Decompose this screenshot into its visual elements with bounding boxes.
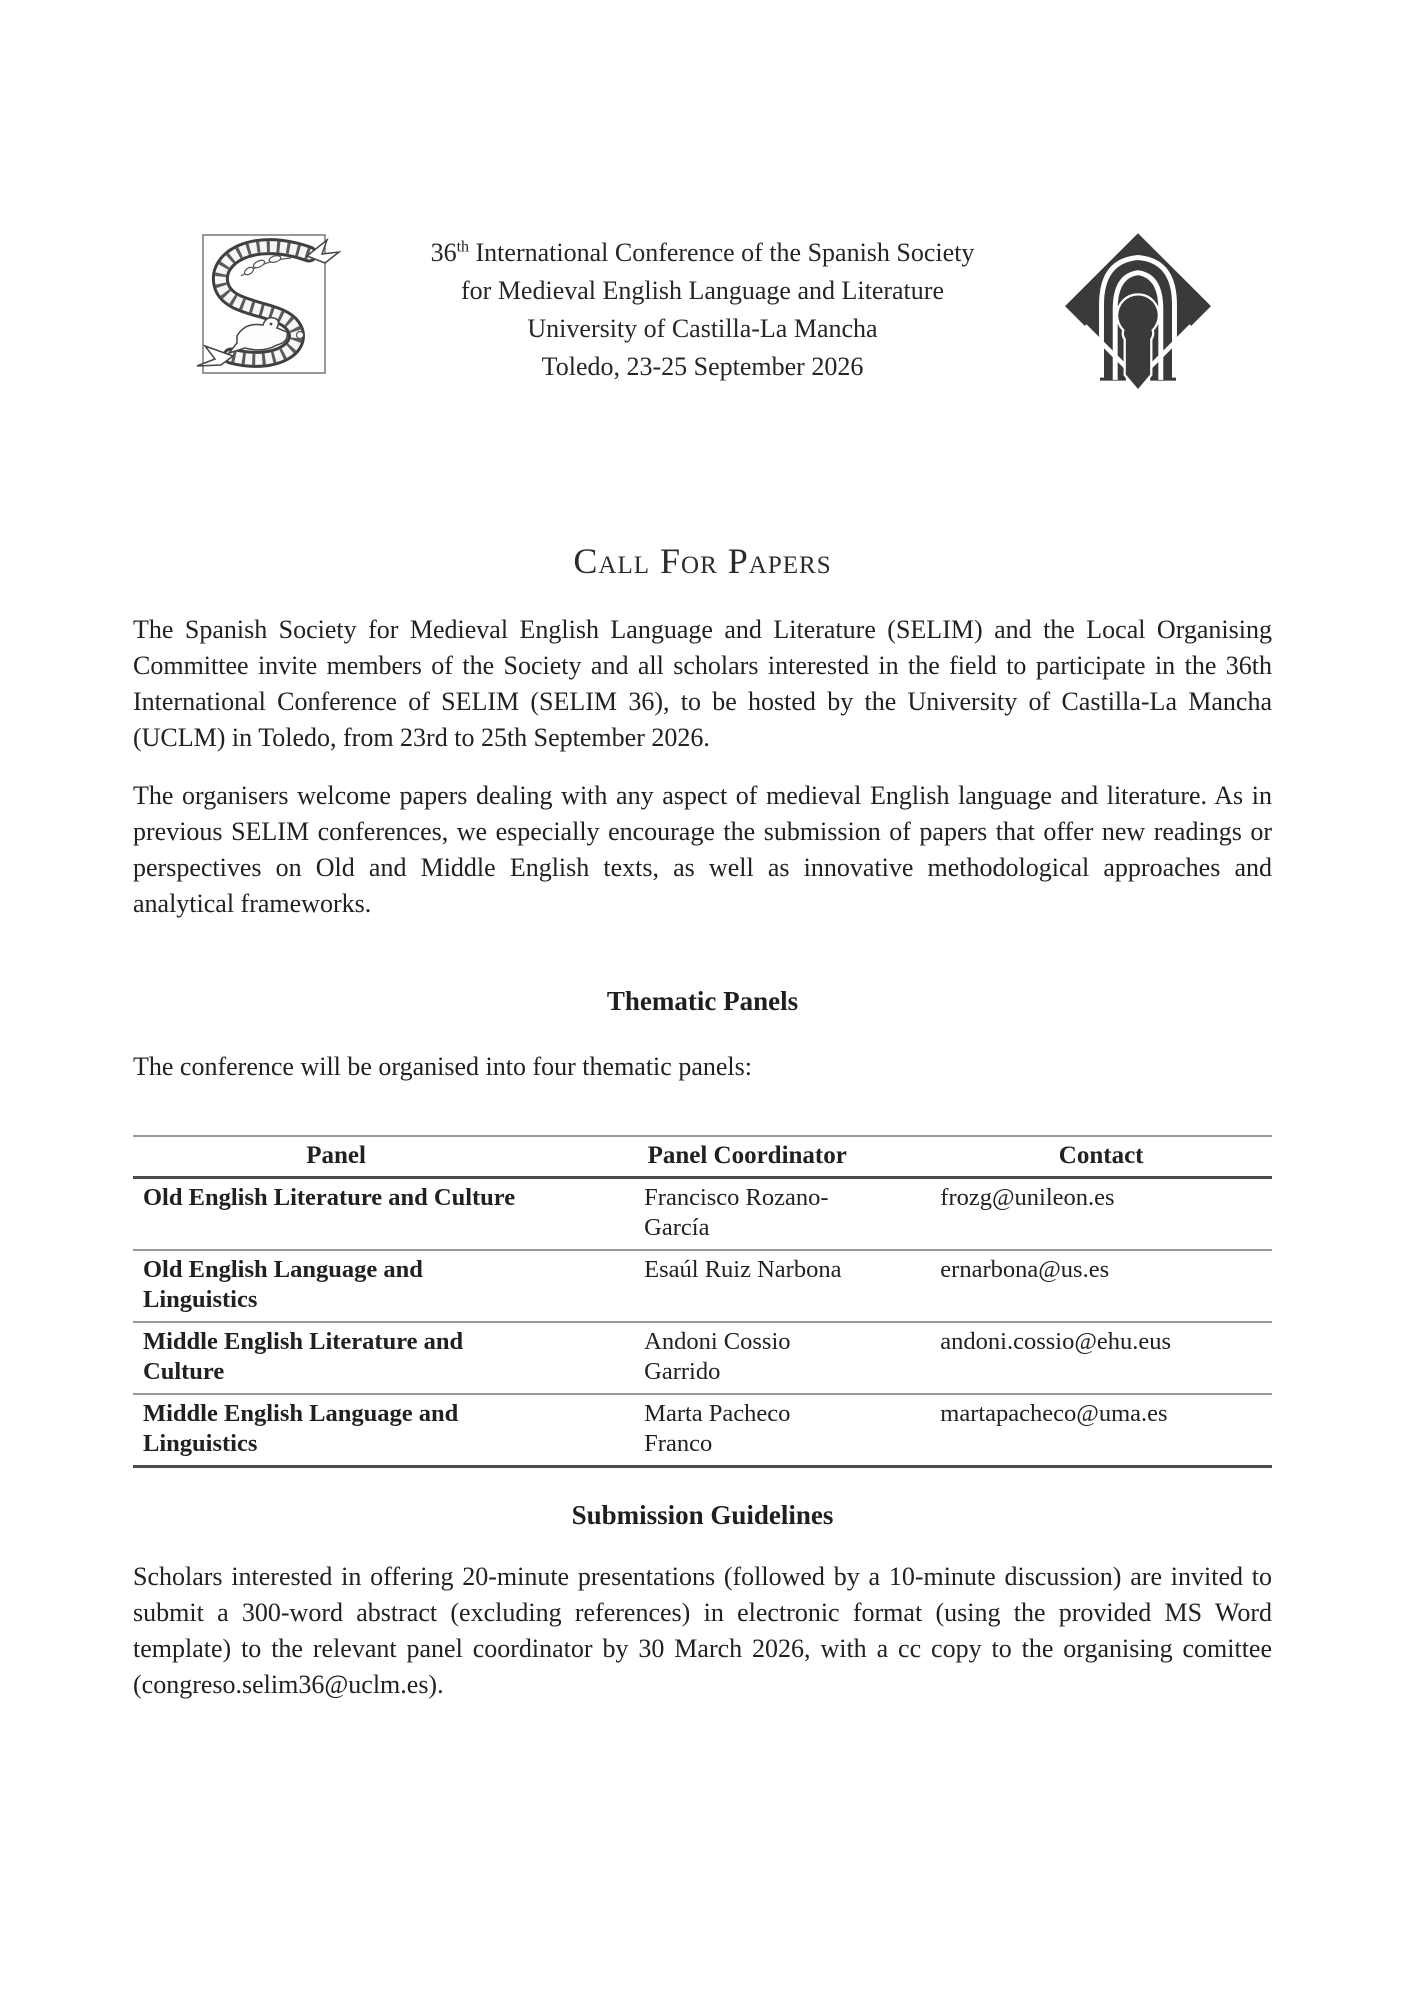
header-line-1-text: International Conference of the Spanish Society xyxy=(469,238,975,267)
table-row xyxy=(133,1394,1272,1467)
panel-cell: Middle English Language and Linguistics xyxy=(143,1400,459,1457)
panel-cell: Old English Literature and Culture xyxy=(143,1184,516,1211)
thematic-panels-heading: Thematic Panels xyxy=(606,986,799,1016)
page-title: Call For Papers xyxy=(573,541,832,581)
table-header-row xyxy=(133,1136,1272,1178)
table-row xyxy=(133,1322,1272,1394)
paragraph-submission: Scholars interested in offering 20-minute presentations (followed by a 10-minute discussion) are invited to submit a 300-word abstract (excluding references) in electronic format (using the provided MS Word template) to the relevant panel coordinator by 30 March 2026, with a cc copy to the organising comittee (congreso.selim36@uclm.es). xyxy=(133,1562,1272,1699)
header-line-2: for Medieval English Language and Literature xyxy=(461,276,944,305)
coordinator-cell: Marta Pacheco Franco xyxy=(644,1400,791,1457)
coordinator-cell: Andoni Cossio Garrido xyxy=(644,1328,791,1385)
table-row xyxy=(133,1250,1272,1322)
panels-table xyxy=(133,1135,1272,1468)
panel-cell: Old English Language and Linguistics xyxy=(143,1256,423,1313)
conference-number: 36 xyxy=(430,238,457,267)
column-header-contact: Contact xyxy=(1058,1142,1144,1169)
contact-cell: frozg@unileon.es xyxy=(940,1184,1115,1211)
panel-cell: Middle English Literature and Culture xyxy=(143,1328,464,1385)
paragraph-invitation: The Spanish Society for Medieval English Language and Literature (SELIM) and the Local Organising Committee invite members of the Society and all scholars interested in the field to participate in the 36th International Conference of SELIM (SELIM 36), to be hosted by the University of Castilla-La Mancha (UCLM) in Toledo, from 23rd to 25th September 2026. xyxy=(133,615,1272,752)
header-line-3: University of Castilla-La Mancha xyxy=(527,314,878,343)
contact-cell: andoni.cossio@ehu.eus xyxy=(940,1328,1172,1355)
submission-guidelines-heading: Submission Guidelines xyxy=(571,1500,834,1530)
thematic-panels-intro: The conference will be organised into four thematic panels: xyxy=(133,1052,752,1081)
contact-cell: martapacheco@uma.es xyxy=(940,1400,1168,1427)
header-line-1 xyxy=(343,234,1062,272)
coordinator-cell: Francisco Rozano-García xyxy=(644,1184,829,1241)
contact-cell: ernarbona@us.es xyxy=(940,1256,1110,1283)
paragraph-welcome: The organisers welcome papers dealing with any aspect of medieval English language and literature. As in previous SELIM conferences, we especially encourage the submission of papers that offer new readings or perspectives on Old and Middle English texts, as well as innovative methodological approaches and analytical frameworks. xyxy=(133,781,1272,918)
header-line-4: Toledo, 23-25 September 2026 xyxy=(541,352,864,381)
conference-header-text xyxy=(343,234,1062,386)
page-header xyxy=(133,232,1272,396)
coordinator-cell: Esaúl Ruiz Narbona xyxy=(644,1256,842,1283)
column-header-panel: Panel xyxy=(306,1142,366,1169)
ordinal-suffix: th xyxy=(456,238,470,256)
selim-logo-icon xyxy=(181,232,343,378)
column-header-coordinator: Panel Coordinator xyxy=(647,1142,847,1169)
uclm-logo-icon xyxy=(1062,230,1214,396)
table-row xyxy=(133,1178,1272,1251)
